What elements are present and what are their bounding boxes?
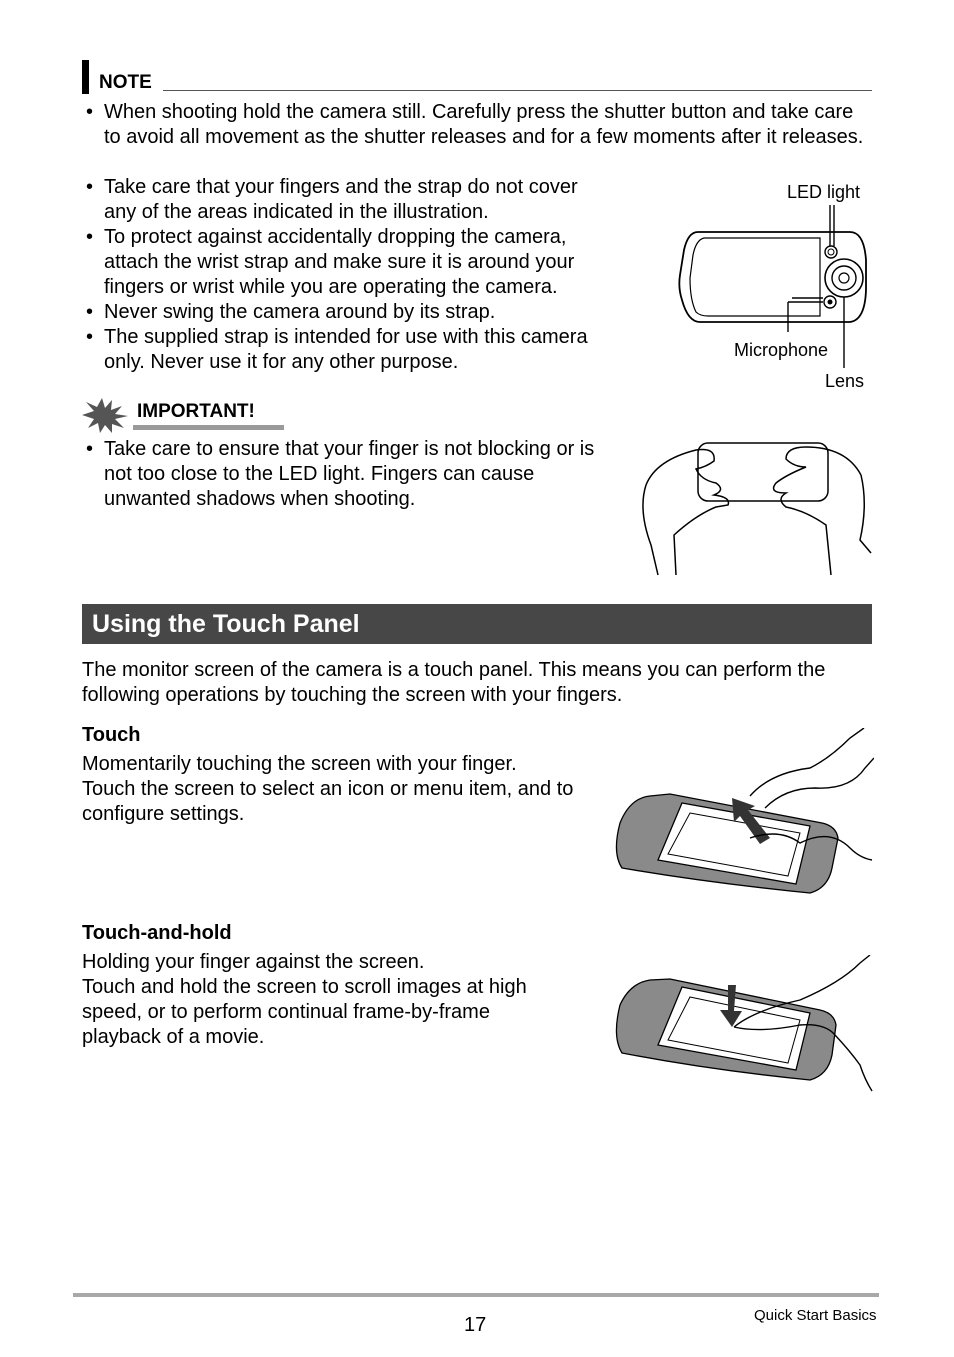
- important-burst-icon: [82, 396, 132, 434]
- important-list: [82, 437, 612, 512]
- touch-line-2: Touch the screen to select an icon or menu item, and to configure settings.: [82, 778, 574, 825]
- section-intro: The monitor screen of the camera is a touch panel. This means you can perform the following operations by touching the screen with your fingers.: [82, 659, 826, 706]
- touch-gesture-illustration: [610, 728, 874, 908]
- note-item: • To protect against accidentally dropping the camera, attach the wrist strap and make sure it is around your fingers or wrist while you are operating the camera.: [82, 225, 612, 300]
- important-divider: [133, 425, 284, 430]
- note-item: • When shooting hold the camera still. Carefully press the shutter button and take care to avoid all movement as the shutter releases and for a few moments after it releases.: [82, 100, 867, 150]
- microphone-label: Microphone: [734, 340, 829, 360]
- touch-and-hold-gesture-illustration: [610, 955, 874, 1095]
- touch-hold-line-2: Touch and hold the screen to scroll images at high speed, or to perform continual frame-by-frame playback of a movie.: [82, 976, 527, 1048]
- touch-line-1: Momentarily touching the screen with your finger.: [82, 753, 517, 775]
- footer-divider: [73, 1293, 879, 1297]
- page-number: 17: [464, 1314, 487, 1336]
- touch-hold-heading: Touch-and-hold: [82, 922, 232, 944]
- note-heading: NOTE: [99, 72, 152, 93]
- note-list: [82, 100, 867, 150]
- touch-hold-line-1: Holding your finger against the screen.: [82, 951, 425, 973]
- hands-holding-camera-illustration: [636, 435, 874, 577]
- lens-label: Lens: [825, 371, 865, 391]
- note-list-narrow: [82, 175, 612, 375]
- note-item: • Take care that your fingers and the strap do not cover any of the areas indicated in the illustration.: [82, 175, 612, 225]
- touch-hold-description: [82, 950, 572, 1050]
- note-item: • The supplied strap is intended for use with this camera only. Never use it for any other purpose.: [82, 325, 612, 375]
- note-divider: [163, 90, 872, 91]
- section-title: Using the Touch Panel: [92, 610, 360, 638]
- note-marker-bar: [82, 60, 89, 94]
- camera-front-diagram: [670, 200, 880, 375]
- important-heading: IMPORTANT!: [137, 401, 255, 422]
- note-item: • Never swing the camera around by its strap.: [82, 300, 612, 325]
- touch-heading: Touch: [82, 724, 141, 746]
- footer-section-label: Quick Start Basics: [754, 1307, 877, 1324]
- section-title-bar: [82, 604, 872, 644]
- important-item: • Take care to ensure that your finger is not blocking or is not too close to the LED light. Fingers can cause unwanted shadows when shooting.: [82, 437, 612, 512]
- led-light-label: LED light: [787, 182, 861, 202]
- touch-description: [82, 752, 582, 827]
